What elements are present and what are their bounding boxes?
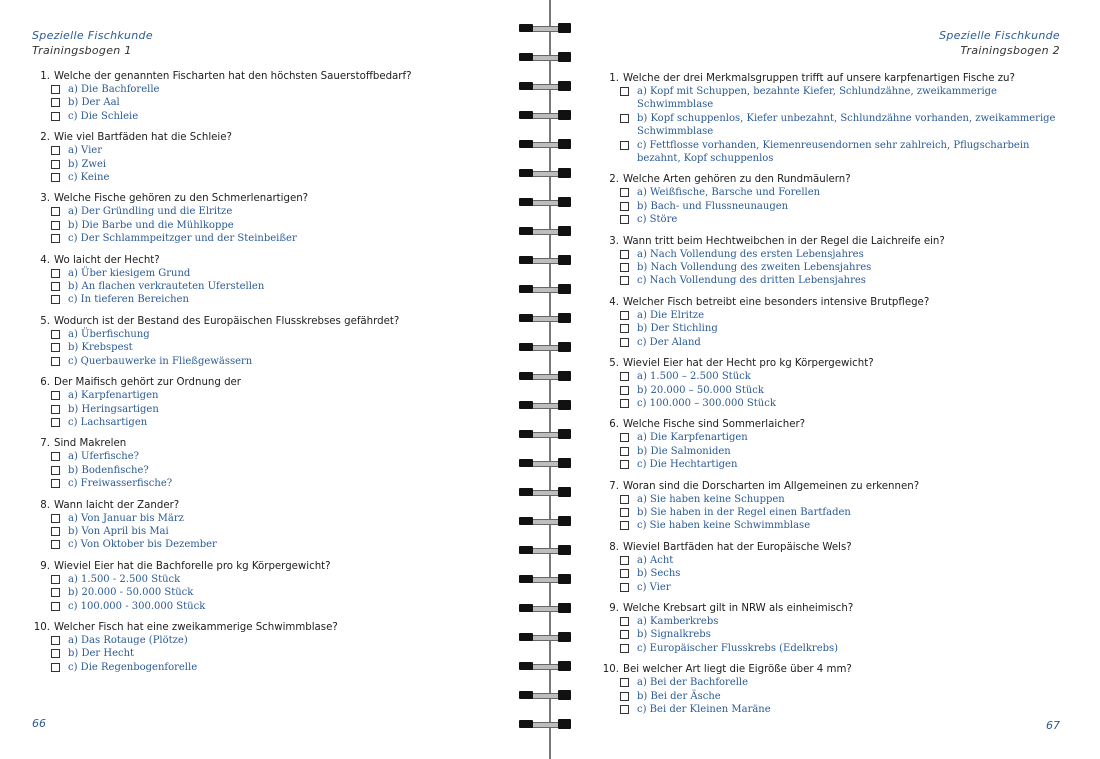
question-number: 4. xyxy=(609,296,619,308)
answer-text: c) Europäischer Flusskrebs (Edelkrebs) xyxy=(637,642,839,654)
question-item xyxy=(30,70,500,123)
binding-ring xyxy=(515,397,585,413)
answer-checkbox[interactable] xyxy=(620,678,629,687)
answer-option[interactable] xyxy=(620,248,1069,261)
binding-ring xyxy=(515,687,585,703)
answer-option[interactable] xyxy=(620,309,1069,322)
question-number: 6. xyxy=(40,377,50,389)
question-item xyxy=(599,541,1069,594)
binding-ring xyxy=(515,223,585,239)
question-number: 7. xyxy=(609,480,619,492)
question-number: 6. xyxy=(609,419,619,431)
answer-checkbox[interactable] xyxy=(620,521,629,530)
answer-checkbox[interactable] xyxy=(620,338,629,347)
answer-checkbox[interactable] xyxy=(620,433,629,442)
answer-option[interactable] xyxy=(51,219,500,232)
answer-text: a) Uferfische? xyxy=(68,451,139,463)
question-text: Wodurch ist der Bestand des Europäischen Flusskrebses gefährdet? xyxy=(54,315,400,327)
answer-checkbox[interactable] xyxy=(51,282,60,291)
answer-option[interactable] xyxy=(620,397,1069,410)
answer-option[interactable] xyxy=(620,336,1069,349)
answer-option[interactable] xyxy=(620,431,1069,444)
answer-checkbox[interactable] xyxy=(51,173,60,182)
answer-text: c) Keine xyxy=(68,172,110,184)
answer-checkbox[interactable] xyxy=(620,215,629,224)
question-item xyxy=(30,499,500,552)
answer-checkbox[interactable] xyxy=(51,452,60,461)
answer-text: a) Kopf mit Schuppen, bezahnte Kiefer, Schlundzähne, zweikammerige Schwimmblase xyxy=(637,86,997,111)
answer-checkbox[interactable] xyxy=(51,146,60,155)
question-text: Sind Makrelen xyxy=(54,438,127,450)
question-text: Wieviel Bartfäden hat der Europäische Wels? xyxy=(623,541,852,553)
answer-text: c) 100.000 – 300.000 Stück xyxy=(637,397,776,409)
binding-ring xyxy=(515,426,585,442)
answer-option[interactable] xyxy=(51,328,500,341)
left-page xyxy=(0,0,515,759)
header-title: Spezielle Fischkunde xyxy=(939,29,1060,42)
answer-option[interactable] xyxy=(620,519,1069,532)
answer-checkbox[interactable] xyxy=(51,343,60,352)
answer-option[interactable] xyxy=(620,213,1069,226)
answer-text: c) Nach Vollendung des dritten Lebensjahres xyxy=(637,275,866,287)
question-item xyxy=(30,315,500,368)
answer-option[interactable] xyxy=(620,458,1069,471)
answer-option[interactable] xyxy=(51,538,500,551)
question-list xyxy=(599,72,1069,724)
question-number: 9. xyxy=(609,602,619,614)
answer-text: a) Von Januar bis März xyxy=(68,512,184,524)
answer-option[interactable] xyxy=(51,205,500,218)
question-line xyxy=(30,70,500,83)
answer-checkbox[interactable] xyxy=(51,295,60,304)
question-item xyxy=(30,192,500,245)
question-number: 1. xyxy=(609,73,619,84)
answer-checkbox[interactable] xyxy=(51,479,60,488)
answer-option[interactable] xyxy=(620,690,1069,703)
answer-checkbox[interactable] xyxy=(620,556,629,565)
answer-text: c) Die Regenbogenforelle xyxy=(68,661,198,673)
answer-text: c) Bei der Kleinen Maräne xyxy=(637,704,771,715)
question-item xyxy=(30,560,500,613)
question-number: 3. xyxy=(609,235,619,247)
answer-text: b) An flachen verkrauteten Uferstellen xyxy=(68,281,265,293)
answer-option[interactable] xyxy=(51,416,500,429)
answer-option[interactable] xyxy=(51,477,500,490)
binding-ring xyxy=(515,107,585,123)
answer-checkbox[interactable] xyxy=(51,649,60,658)
answer-text: b) Krebspest xyxy=(68,342,133,354)
question-text: Wie viel Bartfäden hat die Schleie? xyxy=(54,132,232,144)
answer-text: a) Kamberkrebs xyxy=(637,615,719,627)
answer-text: b) 20.000 - 50.000 Stück xyxy=(68,587,194,599)
binding-ring xyxy=(515,455,585,471)
answer-text: a) Über kiesigem Grund xyxy=(68,267,191,279)
question-text: Welcher Fisch hat eine zweikammerige Schwimmblase? xyxy=(54,621,338,633)
answer-checkbox[interactable] xyxy=(620,495,629,504)
question-item xyxy=(599,72,1069,165)
answer-option[interactable] xyxy=(51,586,500,599)
page-header xyxy=(32,28,153,58)
question-line xyxy=(599,541,1069,554)
header-subtitle: Trainingsbogen 2 xyxy=(960,44,1060,57)
question-number: 3. xyxy=(40,193,50,205)
answer-option[interactable] xyxy=(620,384,1069,397)
answer-checkbox[interactable] xyxy=(620,508,629,517)
question-text: Bei welcher Art liegt die Eigröße über 4 mm? xyxy=(623,664,852,676)
answer-text: c) Der Schlammpeitzger und der Steinbeißer xyxy=(68,233,297,245)
spiral-binding xyxy=(515,0,585,759)
question-number: 8. xyxy=(40,499,50,511)
right-page xyxy=(585,0,1100,759)
binding-ring xyxy=(515,194,585,210)
binding-ring xyxy=(515,165,585,181)
question-line xyxy=(30,560,500,573)
answer-option[interactable] xyxy=(620,554,1069,567)
answer-option[interactable] xyxy=(51,573,500,586)
answer-checkbox[interactable] xyxy=(620,250,629,259)
answer-option[interactable] xyxy=(51,600,500,613)
answer-text: c) Sie haben keine Schwimmblase xyxy=(637,520,811,532)
answer-checkbox[interactable] xyxy=(51,98,60,107)
question-number: 10. xyxy=(33,621,50,633)
question-line xyxy=(599,72,1069,85)
answer-option[interactable] xyxy=(620,85,1069,112)
answer-text: b) Der Aal xyxy=(68,97,120,109)
answer-option[interactable] xyxy=(51,464,500,477)
question-line xyxy=(599,663,1069,676)
answer-text: a) Bei der Bachforelle xyxy=(637,677,749,689)
answer-text: b) Bei der Äsche xyxy=(637,690,721,702)
answer-text: c) Störe xyxy=(637,214,678,226)
answer-option[interactable] xyxy=(620,274,1069,287)
question-item xyxy=(599,663,1069,716)
binding-ring xyxy=(515,600,585,616)
question-line xyxy=(30,254,500,267)
answer-checkbox[interactable] xyxy=(51,405,60,414)
binding-ring xyxy=(515,658,585,674)
answer-checkbox[interactable] xyxy=(620,188,629,197)
answer-checkbox[interactable] xyxy=(620,644,629,653)
answer-text: c) In tieferen Bereichen xyxy=(68,294,189,306)
answer-option[interactable] xyxy=(51,512,500,525)
answer-checkbox[interactable] xyxy=(620,447,629,456)
answer-checkbox[interactable] xyxy=(620,692,629,701)
answer-text: a) Vier xyxy=(68,145,102,157)
answer-option[interactable] xyxy=(620,493,1069,506)
question-text: Welche Fische gehören zu den Schmerlenartigen? xyxy=(54,193,309,205)
answer-checkbox[interactable] xyxy=(51,112,60,121)
answer-checkbox[interactable] xyxy=(620,386,629,395)
answer-text: c) Vier xyxy=(637,581,671,593)
binding-ring xyxy=(515,513,585,529)
answer-option[interactable] xyxy=(620,261,1069,274)
answer-text: b) Sechs xyxy=(637,568,681,580)
question-line xyxy=(30,437,500,450)
answer-option[interactable] xyxy=(620,186,1069,199)
question-line xyxy=(599,173,1069,186)
answer-option[interactable] xyxy=(51,634,500,647)
answer-text: a) 1.500 – 2.500 Stück xyxy=(637,371,751,383)
page-number: 66 xyxy=(32,717,46,730)
answer-checkbox[interactable] xyxy=(620,372,629,381)
answer-text: a) Karpfenartigen xyxy=(68,390,159,402)
answer-option[interactable] xyxy=(620,200,1069,213)
answer-text: b) Sie haben in der Regel einen Bartfaden xyxy=(637,506,851,518)
page-number: 67 xyxy=(1046,719,1060,732)
answer-checkbox[interactable] xyxy=(51,540,60,549)
answer-text: c) Lachsartigen xyxy=(68,416,148,428)
answer-option[interactable] xyxy=(51,450,500,463)
binding-ring xyxy=(515,542,585,558)
question-text: Wieviel Eier hat der Hecht pro kg Körpergewicht? xyxy=(623,358,874,370)
answer-checkbox[interactable] xyxy=(51,330,60,339)
question-line xyxy=(30,621,500,634)
answer-checkbox[interactable] xyxy=(620,399,629,408)
question-number: 5. xyxy=(609,358,619,370)
binding-ring xyxy=(515,252,585,268)
question-number: 2. xyxy=(40,132,50,144)
answer-option[interactable] xyxy=(51,83,500,96)
answer-checkbox[interactable] xyxy=(620,202,629,211)
answer-text: b) Die Barbe und die Mühlkoppe xyxy=(68,219,234,231)
answer-checkbox[interactable] xyxy=(51,418,60,427)
answer-option[interactable] xyxy=(51,661,500,674)
question-text: Welche Fische sind Sommerlaicher? xyxy=(623,419,806,431)
answer-checkbox[interactable] xyxy=(51,391,60,400)
question-item xyxy=(599,357,1069,410)
binding-ring xyxy=(515,339,585,355)
answer-option[interactable] xyxy=(51,110,500,123)
question-line xyxy=(30,499,500,512)
question-line xyxy=(599,480,1069,493)
answer-checkbox[interactable] xyxy=(51,575,60,584)
answer-option[interactable] xyxy=(620,445,1069,458)
binding-ring xyxy=(515,368,585,384)
answer-option[interactable] xyxy=(620,581,1069,594)
question-number: 10. xyxy=(602,664,619,676)
answer-checkbox[interactable] xyxy=(620,324,629,333)
answer-text: c) Freiwasserfische? xyxy=(68,478,173,490)
question-text: Welche der genannten Fischarten hat den höchsten Sauerstoffbedarf? xyxy=(54,71,412,82)
answer-option[interactable] xyxy=(51,355,500,368)
question-line xyxy=(599,296,1069,309)
question-text: Der Maifisch gehört zur Ordnung der xyxy=(54,377,241,389)
question-number: 2. xyxy=(609,174,619,186)
answer-checkbox[interactable] xyxy=(620,276,629,285)
answer-checkbox[interactable] xyxy=(51,207,60,216)
answer-checkbox[interactable] xyxy=(51,160,60,169)
answer-checkbox[interactable] xyxy=(620,87,629,96)
answer-text: a) Nach Vollendung des ersten Lebensjahres xyxy=(637,248,864,260)
answer-checkbox[interactable] xyxy=(51,514,60,523)
answer-text: c) Fettflosse vorhanden, Kiemenreusendornen sehr zahlreich, Pflugscharbein bezahnt, Kopf schuppenlos xyxy=(637,139,1030,165)
answer-checkbox[interactable] xyxy=(620,630,629,639)
question-number: 1. xyxy=(40,71,50,82)
header-subtitle: Trainingsbogen 1 xyxy=(32,44,132,57)
answer-text: a) Die Elritze xyxy=(637,309,705,321)
answer-option[interactable] xyxy=(51,171,500,184)
binding-ring xyxy=(515,20,585,36)
binding-ring xyxy=(515,716,585,732)
answer-option[interactable] xyxy=(620,370,1069,383)
question-text: Welche Krebsart gilt in NRW als einheimisch? xyxy=(623,602,854,614)
answer-option[interactable] xyxy=(620,506,1069,519)
answer-checkbox[interactable] xyxy=(620,460,629,469)
question-text: Welcher Fisch betreibt eine besonders intensive Brutpflege? xyxy=(623,296,930,308)
answer-option[interactable] xyxy=(51,96,500,109)
question-text: Welche Arten gehören zu den Rundmäulern? xyxy=(623,174,851,186)
answer-text: b) Die Salmoniden xyxy=(637,445,731,457)
question-item xyxy=(30,376,500,429)
answer-text: c) Die Hechtartigen xyxy=(637,459,738,471)
answer-checkbox[interactable] xyxy=(620,705,629,714)
binding-ring xyxy=(515,310,585,326)
answer-text: b) Nach Vollendung des zweiten Lebensjahres xyxy=(637,262,872,274)
binding-ring xyxy=(515,571,585,587)
answer-text: a) Die Karpfenartigen xyxy=(637,432,748,444)
answer-option[interactable] xyxy=(620,676,1069,689)
question-text: Wann laicht der Zander? xyxy=(54,499,180,511)
answer-option[interactable] xyxy=(51,144,500,157)
question-line xyxy=(30,192,500,205)
answer-option[interactable] xyxy=(620,642,1069,655)
question-text: Wieviel Eier hat die Bachforelle pro kg Körpergewicht? xyxy=(54,560,331,572)
answer-checkbox[interactable] xyxy=(51,588,60,597)
question-item xyxy=(30,131,500,184)
answer-text: c) Die Schleie xyxy=(68,110,139,122)
answer-option[interactable] xyxy=(620,139,1069,166)
answer-text: a) Die Bachforelle xyxy=(68,84,160,95)
answer-option[interactable] xyxy=(51,647,500,660)
answer-option[interactable] xyxy=(620,628,1069,641)
answer-text: a) Der Gründling und die Elritze xyxy=(68,206,233,218)
answer-text: c) Der Aland xyxy=(637,336,701,348)
page-header xyxy=(939,28,1060,58)
answer-checkbox[interactable] xyxy=(51,527,60,536)
question-line xyxy=(599,357,1069,370)
answer-text: b) Zwei xyxy=(68,158,107,170)
answer-text: b) Von April bis Mai xyxy=(68,525,169,537)
answer-text: a) Das Rotauge (Plötze) xyxy=(68,634,188,646)
question-number: 8. xyxy=(609,541,619,553)
answer-checkbox[interactable] xyxy=(620,569,629,578)
answer-option[interactable] xyxy=(51,293,500,306)
question-item xyxy=(30,621,500,674)
answer-option[interactable] xyxy=(51,341,500,354)
answer-option[interactable] xyxy=(51,280,500,293)
question-item xyxy=(599,480,1069,533)
answer-option[interactable] xyxy=(620,112,1069,139)
question-item xyxy=(599,418,1069,471)
binding-ring xyxy=(515,281,585,297)
answer-text: a) Acht xyxy=(637,554,674,566)
answer-text: b) Bach- und Flussneunaugen xyxy=(637,200,789,212)
question-text: Welche der drei Merkmalsgruppen trifft auf unsere karpfenartigen Fische zu? xyxy=(623,73,1015,84)
binding-ring xyxy=(515,136,585,152)
answer-option[interactable] xyxy=(51,403,500,416)
answer-text: b) Der Stichling xyxy=(637,323,718,335)
binding-ring xyxy=(515,49,585,65)
question-line xyxy=(599,418,1069,431)
answer-option[interactable] xyxy=(51,267,500,280)
question-line xyxy=(599,602,1069,615)
answer-checkbox[interactable] xyxy=(51,221,60,230)
answer-checkbox[interactable] xyxy=(51,269,60,278)
binding-ring xyxy=(515,78,585,94)
answer-checkbox[interactable] xyxy=(620,141,629,150)
question-number: 4. xyxy=(40,254,50,266)
answer-text: a) Sie haben keine Schuppen xyxy=(637,493,785,505)
answer-text: c) 100.000 - 300.000 Stück xyxy=(68,600,206,612)
answer-text: c) Von Oktober bis Dezember xyxy=(68,539,217,551)
answer-checkbox[interactable] xyxy=(51,234,60,243)
answer-option[interactable] xyxy=(51,232,500,245)
answer-checkbox[interactable] xyxy=(51,602,60,611)
question-line xyxy=(30,315,500,328)
answer-option[interactable] xyxy=(51,158,500,171)
question-line xyxy=(30,131,500,144)
question-number: 9. xyxy=(40,560,50,572)
question-line xyxy=(599,235,1069,248)
answer-option[interactable] xyxy=(51,389,500,402)
answer-option[interactable] xyxy=(51,525,500,538)
question-item xyxy=(599,296,1069,349)
answer-text: a) 1.500 - 2.500 Stück xyxy=(68,573,181,585)
answer-checkbox[interactable] xyxy=(51,636,60,645)
answer-checkbox[interactable] xyxy=(620,263,629,272)
answer-text: b) Der Hecht xyxy=(68,648,135,660)
answer-checkbox[interactable] xyxy=(51,466,60,475)
answer-checkbox[interactable] xyxy=(51,357,60,366)
answer-text: b) Kopf schuppenlos, Kiefer unbezahnt, Schlundzähne vorhanden, zweikammerige Schwimmblase xyxy=(637,112,1056,138)
question-line xyxy=(30,376,500,389)
answer-option[interactable] xyxy=(620,703,1069,716)
answer-option[interactable] xyxy=(620,322,1069,335)
question-item xyxy=(599,173,1069,226)
question-item xyxy=(599,602,1069,655)
answer-text: b) Heringsartigen xyxy=(68,403,159,415)
question-text: Wann tritt beim Hechtweibchen in der Regel die Laichreife ein? xyxy=(623,235,945,247)
question-number: 5. xyxy=(40,315,50,327)
question-item xyxy=(599,235,1069,288)
answer-text: a) Überfischung xyxy=(68,328,150,340)
answer-checkbox[interactable] xyxy=(620,583,629,592)
answer-checkbox[interactable] xyxy=(620,617,629,626)
answer-text: b) Signalkrebs xyxy=(637,629,711,641)
answer-checkbox[interactable] xyxy=(620,311,629,320)
answer-text: b) Bodenfische? xyxy=(68,464,149,476)
answer-checkbox[interactable] xyxy=(620,114,629,123)
question-number: 7. xyxy=(40,438,50,450)
question-item xyxy=(30,437,500,490)
answer-text: c) Querbauwerke in Fließgewässern xyxy=(68,355,253,367)
binding-ring xyxy=(515,629,585,645)
question-text: Wo laicht der Hecht? xyxy=(54,254,160,266)
question-text: Woran sind die Dorscharten im Allgemeinen zu erkennen? xyxy=(623,480,920,492)
answer-text: b) 20.000 – 50.000 Stück xyxy=(637,384,764,396)
answer-option[interactable] xyxy=(620,567,1069,580)
header-title: Spezielle Fischkunde xyxy=(32,29,153,42)
answer-checkbox[interactable] xyxy=(51,663,60,672)
answer-checkbox[interactable] xyxy=(51,85,60,94)
answer-text: a) Weißfische, Barsche und Forellen xyxy=(637,187,821,199)
answer-option[interactable] xyxy=(620,615,1069,628)
question-list xyxy=(30,70,500,682)
question-item xyxy=(30,254,500,307)
binding-ring xyxy=(515,484,585,500)
